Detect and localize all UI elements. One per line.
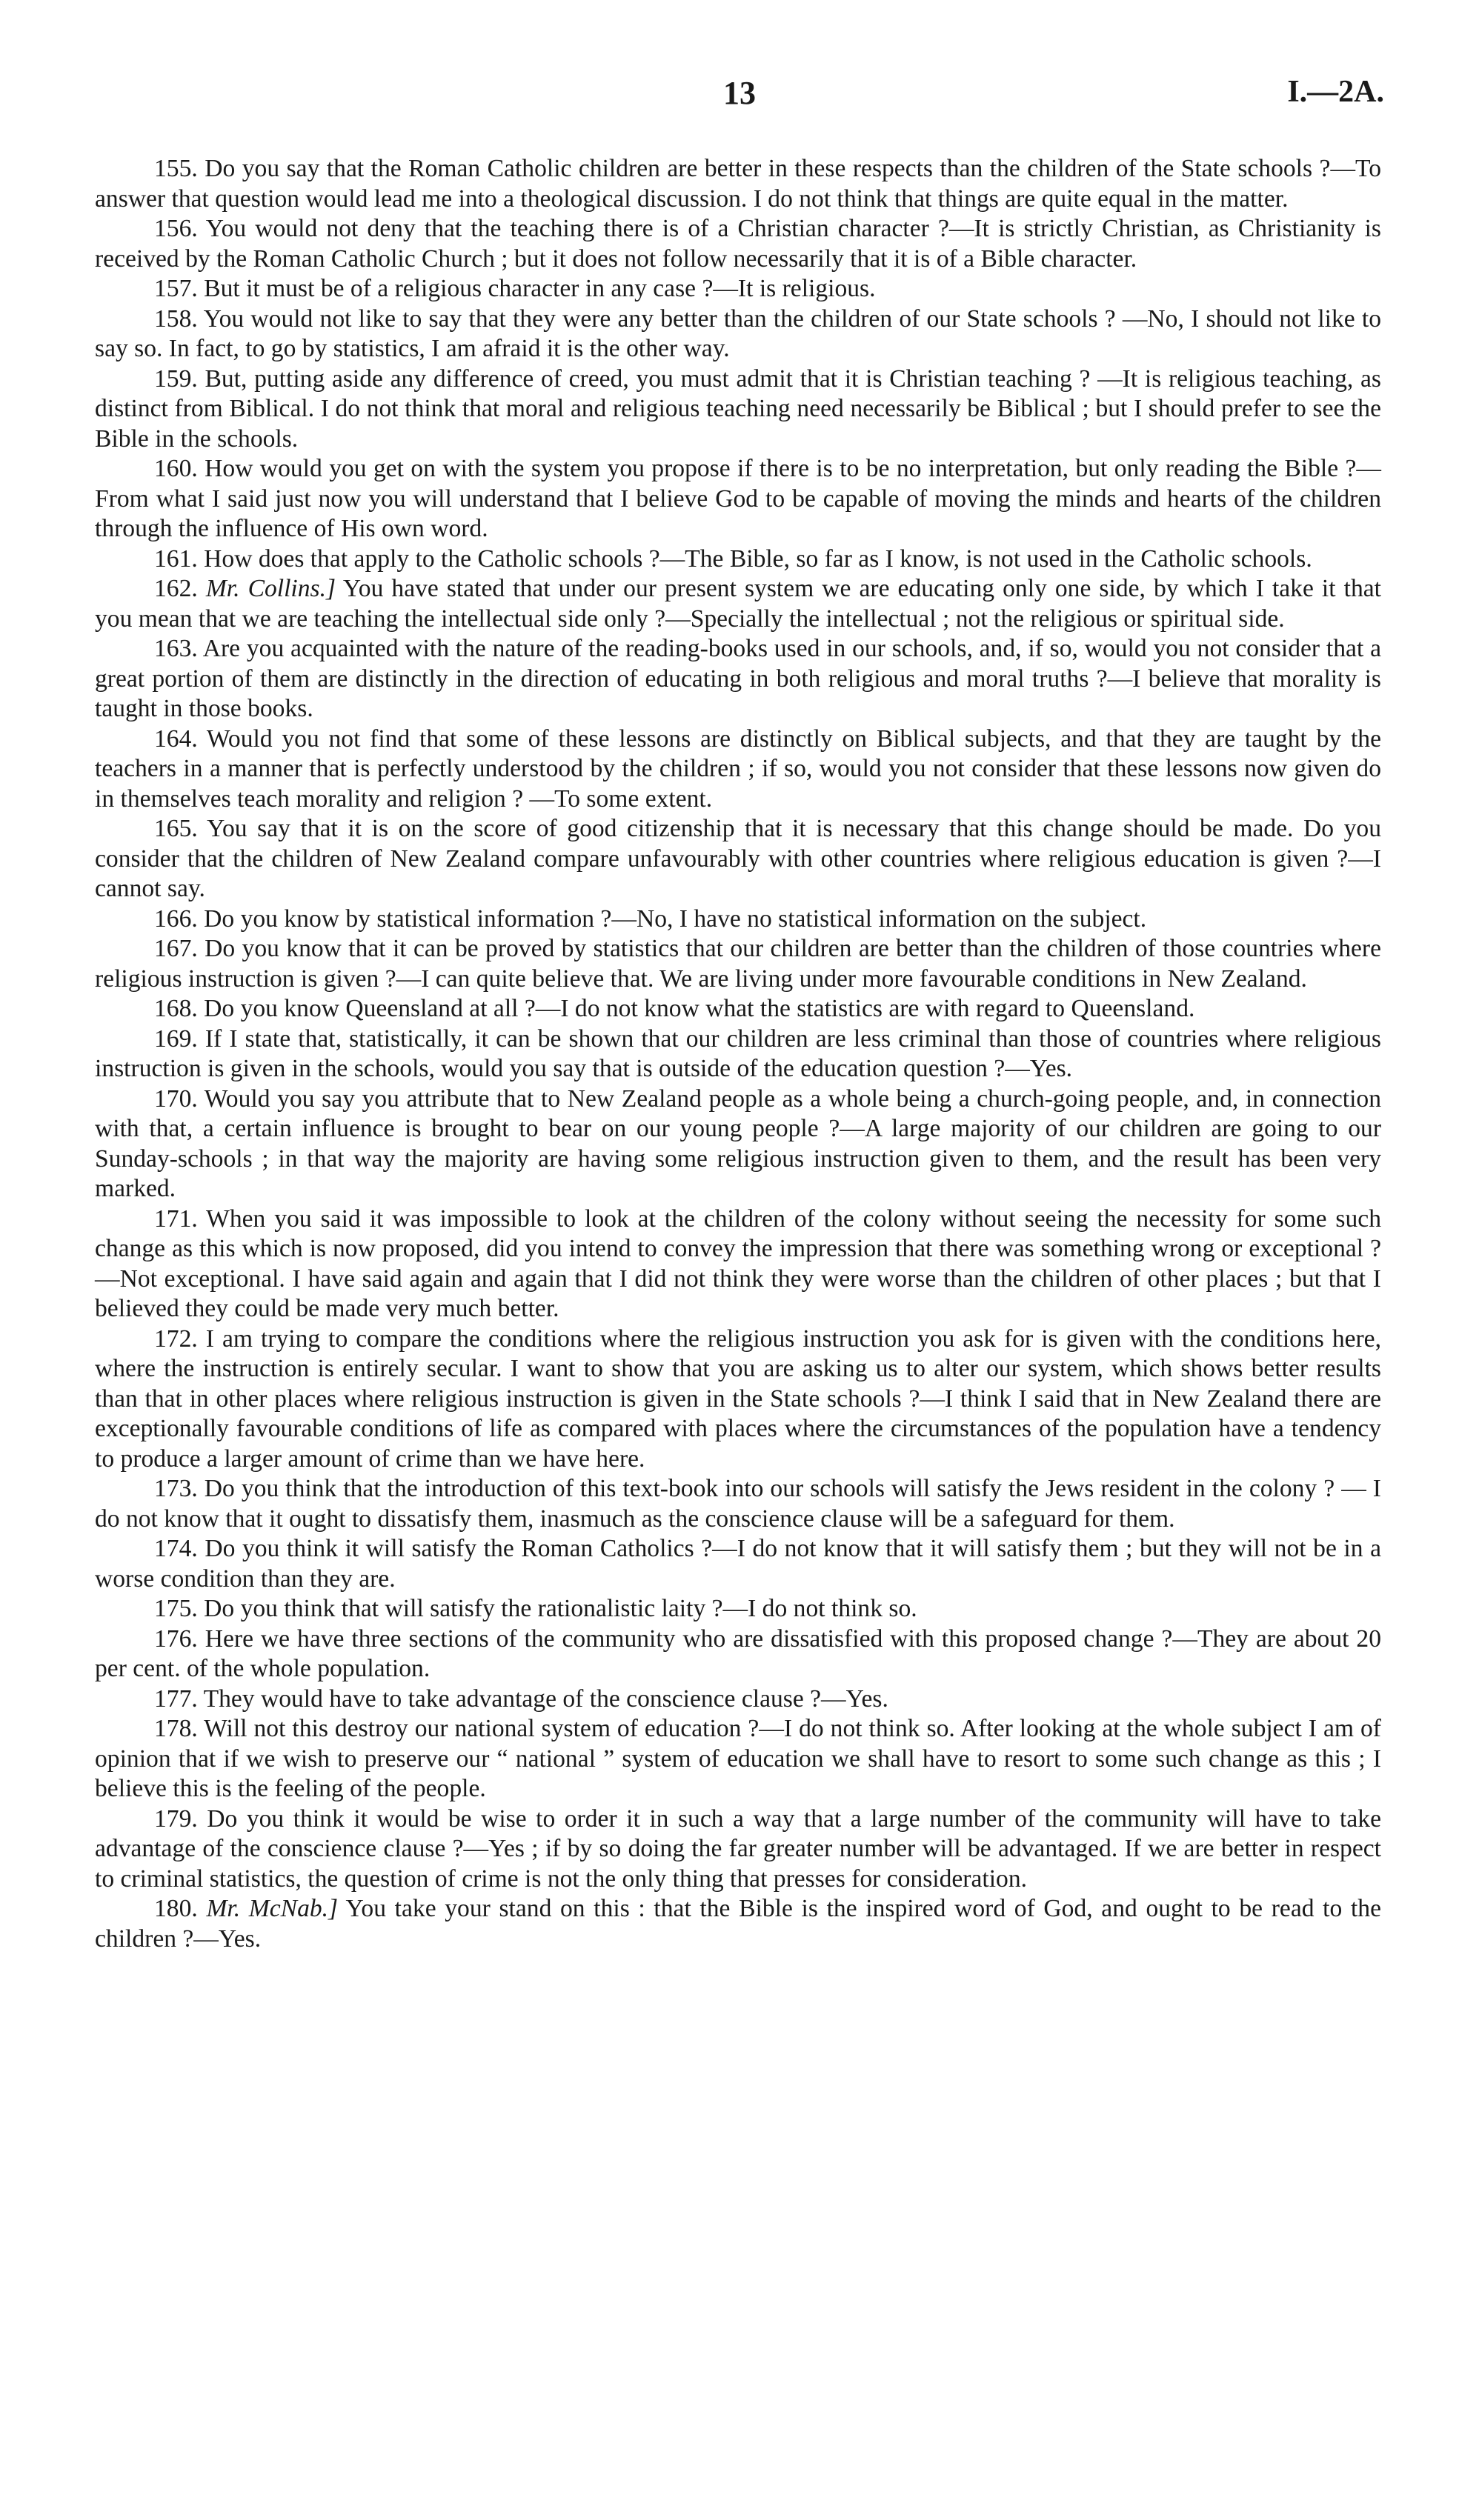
question-number: 164. (154, 724, 198, 753)
question-entry (95, 1594, 1381, 1624)
question-entry (95, 1024, 1381, 1084)
question-text: But, putting aside any difference of creed, you must admit that it is Christian teaching ? —It is religious teaching, as distinct from Biblical. I do not think that moral and religious teaching need necessarily be Biblical ; but I should prefer to see the Bible in the schools. (95, 364, 1381, 453)
speaker-name: Mr. Collins.] (205, 575, 336, 602)
question-entry (95, 1804, 1381, 1895)
question-text: Do you think that will satisfy the rationalistic laity ?—I do not think so. (204, 1595, 917, 1622)
question-entry (95, 934, 1381, 994)
question-number: 170. (154, 1084, 198, 1113)
question-number: 160. (154, 455, 198, 482)
page-number: 13 (723, 75, 756, 111)
question-entry (95, 154, 1381, 214)
paper-reference: I.—2A. (1287, 75, 1384, 109)
evidence-text (95, 154, 1381, 1954)
question-entry (95, 1714, 1381, 1804)
question-number: 166. (154, 904, 198, 933)
question-text: Here we have three sections of the community who are dissatisfied with this proposed change ?—They are about 20 per cent. of the whole population. (95, 1624, 1381, 1682)
question-number: 157. (154, 275, 198, 302)
question-entry (95, 214, 1381, 274)
page-header (0, 74, 1479, 119)
question-number: 167. (154, 935, 198, 962)
question-number: 171. (154, 1204, 198, 1233)
question-entry (95, 1534, 1381, 1594)
question-entry (95, 1684, 1381, 1715)
question-entry (95, 814, 1381, 904)
question-entry (95, 304, 1381, 364)
question-entry (95, 544, 1381, 575)
question-number: 155. (154, 155, 198, 182)
question-text: Would you not find that some of these lessons are distinctly on Biblical subjects, and that they are taught by the teachers in a manner that is perfectly understood by the children ; if so, would you not consider that these lessons now given do in themselves teach morality and religion ? —To some extent. (95, 724, 1381, 813)
question-number: 173. (154, 1475, 198, 1502)
question-number: 169. (154, 1024, 198, 1053)
question-number: 174. (154, 1535, 198, 1562)
question-entry (95, 1204, 1381, 1324)
question-text: Will not this destroy our national system of education ?—I do not think so. After looking at the whole subject I am of opinion that if we wish to preserve our “ national ” system of education we shall have to resort to some such change as this ; I believe this is the feeling of the people. (95, 1715, 1381, 1802)
question-number: 172. (154, 1324, 198, 1353)
question-entry (95, 454, 1381, 544)
question-text: When you said it was impossible to look at the children of the colony without seeing the necessity for some such change as this which is now proposed, did you intend to convey the impression that there was something wrong or exceptional ?—Not exceptional. I have said again and again that I did not think they were worse than the children of other places ; but that I believed they could be made very much better. (95, 1204, 1381, 1322)
question-text: But it must be of a religious character in any case ?—It is religious. (204, 275, 876, 302)
question-text: How would you get on with the system you propose if there is to be no interpretation, but only reading the Bible ?—From what I said just now you will understand that I believe God to be capable of moving the minds and hearts of the children through the influence of His own word. (95, 455, 1381, 542)
question-number: 163. (154, 635, 198, 662)
question-entry (95, 574, 1381, 634)
question-text: If I state that, statistically, it can be shown that our children are less criminal than those of countries where religious instruction is given in the schools, would you say that is outside of the education question ?—Yes. (95, 1024, 1381, 1082)
question-entry (95, 994, 1381, 1024)
question-number: 180. (154, 1895, 198, 1922)
question-entry (95, 904, 1381, 935)
question-number: 162. (154, 575, 198, 602)
question-number: 161. (154, 544, 198, 573)
question-entry (95, 1474, 1381, 1534)
question-text: Do you know Queensland at all ?—I do not know what the statistics are with regard to Queensland. (204, 995, 1195, 1022)
question-text: Do you know that it can be proved by statistics that our children are better than the children of those countries where religious instruction is given ?—I can quite believe that. We are living under more favourable conditions in New Zealand. (95, 935, 1381, 993)
question-text: Do you think it will satisfy the Roman Catholics ?—I do not know that it will satisfy them ; but they will not be in a worse condition than they are. (95, 1535, 1381, 1593)
question-number: 158. (154, 304, 198, 333)
question-number: 179. (154, 1804, 198, 1833)
question-number: 176. (154, 1624, 198, 1653)
question-number: 159. (154, 364, 198, 393)
question-entry (95, 1624, 1381, 1684)
question-entry (95, 634, 1381, 724)
question-number: 156. (154, 215, 198, 242)
question-text: Do you know by statistical information ?—No, I have no statistical information on the subject. (204, 904, 1147, 933)
question-text: You take your stand on this : that the Bible is the inspired word of God, and ought to be read to the children ?—Yes. (95, 1895, 1381, 1953)
question-number: 168. (154, 995, 198, 1022)
question-text: I am trying to compare the conditions where the religious instruction you ask for is given with the conditions here, where the instruction is entirely secular. I want to show that you are asking us to alter our system, which shows better results than that in other places where religious instruction is given in the State schools ?—I think I said that in New Zealand there are exceptionally favourable conditions of life as compared with places where the circumstances of the population have a tendency to produce a larger amount of crime than we have here. (95, 1324, 1381, 1473)
question-entry (95, 724, 1381, 815)
question-entry (95, 364, 1381, 455)
question-entry (95, 1894, 1381, 1954)
question-number: 178. (154, 1715, 198, 1742)
question-text: They would have to take advantage of the conscience clause ?—Yes. (203, 1684, 888, 1713)
question-entry (95, 1084, 1381, 1204)
question-text: Do you think that the introduction of this text-book into our schools will satisfy the Jews resident in the colony ? — I do not know that it ought to dissatisfy them, inasmuch as the conscience clause will be a safeguard for them. (95, 1475, 1381, 1533)
question-text: You say that it is on the score of good citizenship that it is necessary that this change should be made. Do you consider that the children of New Zealand compare unfavourably with other countries where religious education is given ?—I cannot say. (95, 815, 1381, 902)
question-entry (95, 1324, 1381, 1475)
question-entry (95, 274, 1381, 304)
speaker-name: Mr. McNab.] (206, 1895, 339, 1922)
question-text: You would not deny that the teaching there is of a Christian character ?—It is strictly Christian, as Christianity is received by the Roman Catholic Church ; but it does not follow necessarily that it is of a Bible character. (95, 215, 1381, 273)
question-number: 177. (154, 1684, 198, 1713)
question-text: How does that apply to the Catholic schools ?—The Bible, so far as I know, is not used in the Catholic schools. (204, 544, 1312, 573)
question-number: 175. (154, 1595, 198, 1622)
question-text: Do you say that the Roman Catholic children are better in these respects than the children of the State schools ?—To answer that question would lead me into a theological discussion. I do not think that things are quite equal in the matter. (95, 155, 1381, 213)
question-number: 165. (154, 815, 198, 842)
question-text: You would not like to say that they were any better than the children of our State schools ? —No, I should not like to say so. In fact, to go by statistics, I am afraid it is the other way. (95, 304, 1381, 362)
question-text: Are you acquainted with the nature of the reading-books used in our schools, and, if so, would you not consider that a great portion of them are distinctly in the direction of educating in both religious and moral truths ?—I believe that morality is taught in those books. (95, 635, 1381, 722)
question-text: Would you say you attribute that to New Zealand people as a whole being a church-going people, and, in connection with that, a certain influence is brought to bear on our young people ?—A large majority of our children are going to our Sunday-schools ; in that way the majority are having some religious instruction given to them, and the result has been very marked. (95, 1084, 1381, 1202)
question-text: Do you think it would be wise to order it in such a way that a large number of the community will have to take advantage of the conscience clause ?—Yes ; if by so doing the far greater number will be advantaged. If we are better in respect to criminal statistics, the question of crime is not the only thing that presses for consideration. (95, 1804, 1381, 1893)
question-text: You have stated that under our present system we are educating only one side, by which I take it that you mean that we are teaching the intellectual side only ?—Specially the intellectual ; not the religious or spiritual side. (95, 575, 1381, 633)
